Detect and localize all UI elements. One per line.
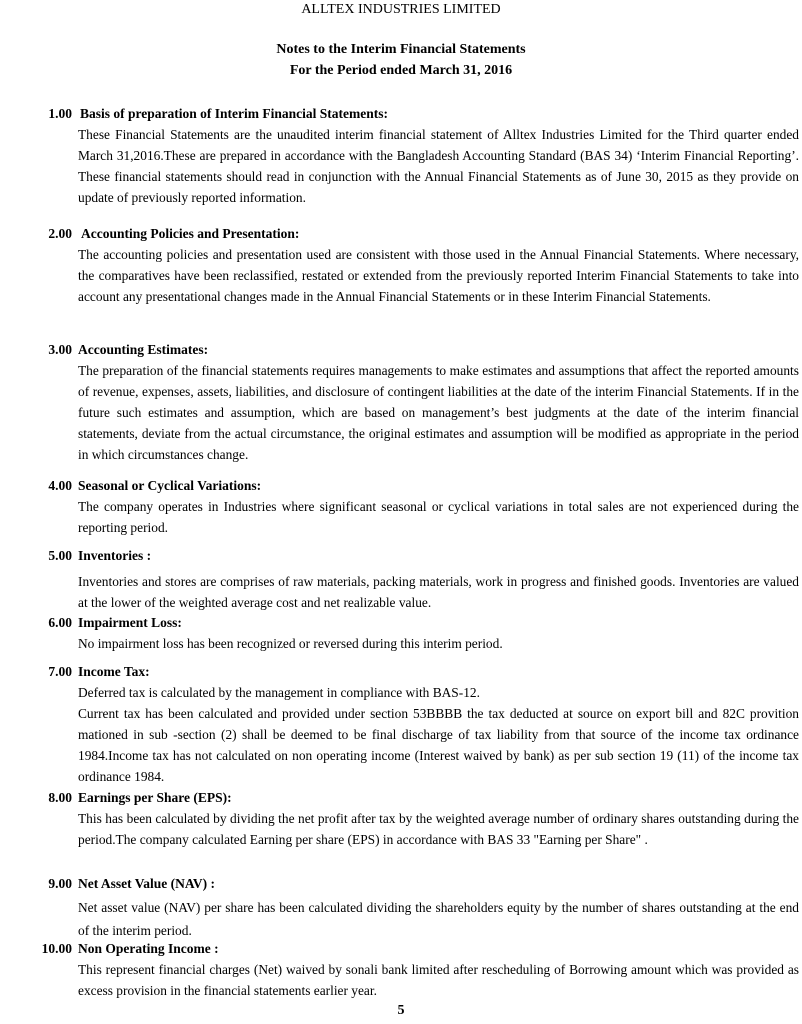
note-number: 2.00 — [48, 226, 72, 241]
note-body — [78, 496, 799, 538]
note-heading: Accounting Estimates: — [78, 342, 209, 357]
note-heading: Basis of preparation of Interim Financial Statements: — [80, 106, 388, 121]
note-number: 8.00 — [48, 790, 72, 805]
note-body — [78, 571, 799, 613]
note-heading: Seasonal or Cyclical Variations: — [78, 478, 262, 493]
note-heading: Accounting Policies and Presentation: — [81, 226, 300, 241]
note-body — [78, 959, 799, 1001]
note-heading: Earnings per Share (EPS): — [78, 790, 232, 805]
note-paragraph: This represent financial charges (Net) waived by sonali bank limited after rescheduling of Borrowing amount which was provided as excess provision in the financial statements earlier year. — [78, 962, 799, 998]
note-number: 7.00 — [48, 664, 72, 679]
document-period: For the Period ended March 31, 2016 — [289, 63, 513, 78]
note-body — [78, 896, 799, 942]
note-paragraph: No impairment loss has been recognized or reversed during this interim period. — [78, 636, 503, 651]
note-body — [78, 244, 799, 307]
note-paragraph: Net asset value (NAV) per share has been calculated dividing the shareholders equity by the number of shares outstanding at the end of the interim period. — [78, 900, 799, 938]
note-number: 1.00 — [48, 106, 72, 121]
note-body — [78, 682, 799, 787]
note-paragraph: This has been calculated by dividing the net profit after tax by the weighted average number of ordinary shares outstanding during the period.The company calculated Earning per share (EPS) in accordance with BAS 33 "Earning per Share" . — [78, 811, 799, 847]
note-paragraph: The company operates in Industries where significant seasonal or cyclical variations in total sales are not experienced during the reporting period. — [78, 499, 799, 535]
company-name: ALLTEX INDUSTRIES LIMITED — [301, 2, 501, 17]
note-body — [78, 124, 799, 208]
document-title: Notes to the Interim Financial Statements — [276, 42, 526, 57]
note-heading: Inventories : — [78, 548, 152, 563]
note-heading: Income Tax: — [78, 664, 150, 679]
page-number: 5 — [397, 1003, 405, 1018]
note-paragraph: The accounting policies and presentation used are consistent with those used in the Annual Financial Statements. Where necessary, the comparatives have been reclassified, restated or extended from the previously reported Interim Financial Statements to take into account any presentational changes made in the Annual Financial Statements or in these Interim Financial Statements. — [78, 247, 799, 304]
note-heading: Net Asset Value (NAV) : — [78, 876, 215, 891]
note-number: 5.00 — [48, 548, 72, 563]
note-paragraph: These Financial Statements are the unaudited interim financial statement of Alltex Industries Limited for the Third quarter ended March 31,2016.These are prepared in accordance with the Bangladesh Accounting Standard (BAS 34) ‘Interim Financial Reporting’. These financial statements should read in conjunction with the Annual Financial Statements as of June 30, 2015 as they provide on update of previously reported information. — [78, 127, 799, 205]
note-number: 6.00 — [48, 615, 72, 630]
note-body — [78, 360, 799, 465]
note-number: 3.00 — [48, 342, 72, 357]
note-number: 9.00 — [48, 876, 72, 891]
note-paragraph: Deferred tax is calculated by the management in compliance with BAS-12. — [78, 685, 480, 700]
note-heading: Impairment Loss: — [78, 615, 182, 630]
note-heading: Non Operating Income : — [78, 941, 219, 956]
note-number: 4.00 — [48, 478, 72, 493]
note-body — [78, 633, 799, 654]
note-paragraph: Inventories and stores are comprises of raw materials, packing materials, work in progress and finished goods. Inventories are valued at the lower of the weighted average cost and net realizable value. — [78, 574, 799, 610]
note-body — [78, 808, 799, 850]
note-number: 10.00 — [41, 941, 72, 956]
note-paragraph: Current tax has been calculated and provided under section 53BBBB the tax deducted at source on export bill and 82C provition mationed in sub -section (2) shall be deemed to be final discharge of tax liability from that source of the income tax ordinance 1984.Income tax has not calculated on non operating income (Interest waived by bank) as per sub section 19 (11) of the income tax ordinance 1984. — [78, 706, 799, 784]
note-paragraph: The preparation of the financial statements requires managements to make estimates and assumptions that affect the reported amounts of revenue, expenses, assets, liabilities, and disclosure of contingent liabilities at the date of the interim Financial Statements. If in the future such estimates and assumption, which are based on management’s best judgments at the date of the interim financial statements, deviate from the actual circumstance, the original estimates and assumption will be modified as appropriate in the period in which circumstances change. — [78, 363, 799, 462]
